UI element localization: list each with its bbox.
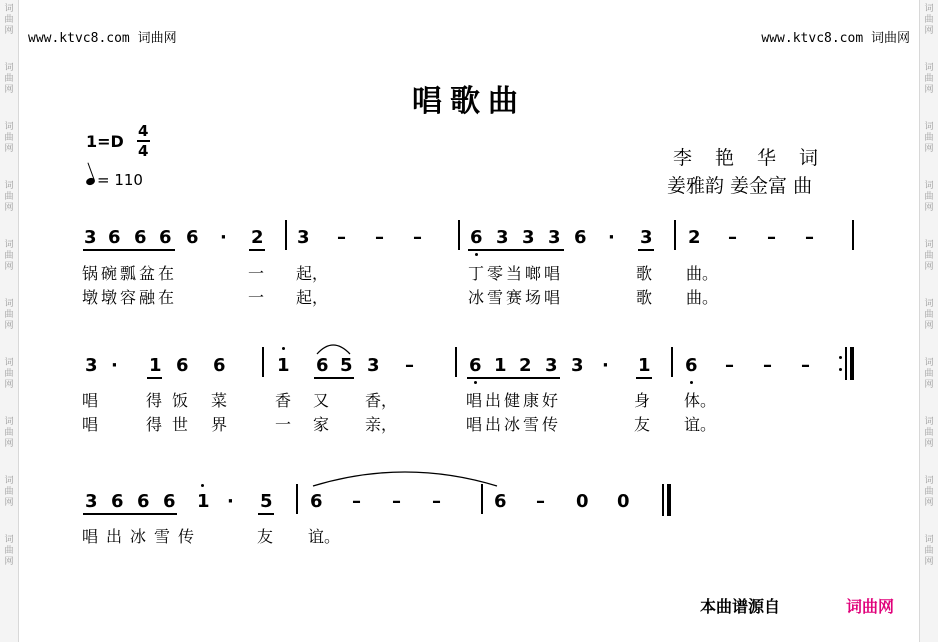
score-note: 1 [277,355,290,376]
watermark-text: 词 曲 网 [4,299,14,331]
lyric-line2: 歌 [636,288,653,307]
score-note: 6 [111,491,124,512]
source-site-link[interactable]: 词曲网 [846,597,895,616]
lyric-line2: 一 [248,288,265,307]
score-note: 6 [470,227,483,248]
score-note: 6 [494,491,507,512]
score-note: 6 [134,227,147,248]
site-name: 词曲网 [137,31,177,46]
site-name: 词曲网 [870,31,910,46]
score-note: 3 [84,227,97,248]
lyric-line2: 墩墩容融在 [82,288,178,307]
score-note: – [763,355,772,376]
score-note: – [725,355,734,376]
slur-arc [317,345,350,354]
watermark-text: 词 曲 网 [4,476,14,508]
score-note: 6 [574,227,587,248]
watermark-text: 词 曲 网 [4,122,14,154]
watermark-text: 词 曲 网 [924,63,934,95]
score-note: · [220,227,227,248]
score-note: – [337,227,346,248]
score-note: 0 [576,491,589,512]
score-note: – [767,227,776,248]
score-note: 3 [85,491,98,512]
score-note: 6 [310,491,323,512]
lyric-line1: 歌 [636,264,653,283]
score-note: 6 [159,227,172,248]
watermark-text: 词 曲 网 [4,417,14,449]
key-signature: 1=D [86,132,124,151]
score-note: 6 [685,355,698,376]
score-note: 0 [617,491,630,512]
score-note: 1 [149,355,162,376]
score-note: · [608,227,615,248]
lyric-line1: 又 [313,391,330,410]
watermark-text: 词 曲 网 [924,240,934,272]
lyric-line1: 唱出健康好 [466,391,562,410]
score-note: 1 [638,355,651,376]
watermark-text: 词 曲 网 [924,535,934,567]
score-note: – [805,227,814,248]
score-note: 6 [213,355,226,376]
song-title: 唱歌曲 [412,84,526,119]
score-note: · [227,491,234,512]
watermark-text: 词 曲 网 [924,358,934,390]
watermark-text: 词 曲 网 [4,63,14,95]
lyric-line2: 曲。 [686,288,719,307]
lyricist-credit: 李艳华词 [673,147,842,169]
score-note: 6 [163,491,176,512]
score-note: – [392,491,401,512]
score-note: – [352,491,361,512]
score-note: 3 [548,227,561,248]
score-note: – [432,491,441,512]
watermark-text: 词 曲 网 [924,122,934,154]
watermark-text: 词 曲 网 [4,181,14,213]
lyric-line2: 界 [211,415,228,434]
lyric-line1: 身 [634,391,651,410]
time-signature-numerator: 4 [138,122,149,140]
url-text: www.ktvc8.com [761,31,864,46]
lyric-line1: 得饭 [146,391,199,410]
watermark-text: 词 曲 网 [924,181,934,213]
score-note: 6 [108,227,121,248]
watermark-text: 词 曲 网 [924,299,934,331]
score-note: 2 [519,355,532,376]
score-note: 2 [251,227,264,248]
lyric-line1: 香， [365,391,398,410]
score-note: – [405,355,414,376]
score-note: · [602,355,609,376]
watermark-text: 词 曲 网 [4,535,14,567]
score-note: 1 [197,491,210,512]
score-note: 3 [545,355,558,376]
watermark-text: 词 曲 网 [924,417,934,449]
score-note: 3 [297,227,310,248]
time-signature-denominator: 4 [138,142,149,160]
lyric-line1: 香 [275,391,292,410]
lyric-line1: 唱 [82,391,99,410]
score-note: 3 [571,355,584,376]
lyric-line2: 家 [313,415,330,434]
lyric-line1: 丁零当啷唱 [468,264,564,283]
tempo-value: = 110 [97,171,143,189]
score-note: 6 [469,355,482,376]
lyric-line2: 得世 [146,415,199,434]
lyric-line1: 一 [248,264,265,283]
composer-credit: 姜雅韵 姜金富 曲 [667,175,813,197]
lyric-line2: 唱出冰雪传 [466,415,562,434]
url-text: www.ktvc8.com [28,31,130,46]
score-note: 6 [176,355,189,376]
score-note: – [375,227,384,248]
watermark-text: 词 曲 网 [924,476,934,508]
lyric-line2: 唱 [82,415,99,434]
score-note: 6 [137,491,150,512]
score-note: · [111,355,118,376]
lyric-line2: 谊。 [684,415,717,434]
score-note: – [413,227,422,248]
score-note: – [728,227,737,248]
score-note: 5 [340,355,353,376]
lyric-line1: 谊。 [308,527,341,546]
score-note: – [801,355,810,376]
score-note: 1 [494,355,507,376]
score-note: 3 [496,227,509,248]
lyric-line1: 菜 [211,391,228,410]
score-note: 3 [85,355,98,376]
source-label: 本曲谱源自 [700,597,781,616]
lyric-line1: 曲。 [686,264,719,283]
watermark-text: 词 曲 网 [4,240,14,272]
lyric-line2: 友 [634,415,651,434]
score-note: 6 [316,355,329,376]
lyric-line2: 冰雪赛场唱 [468,288,564,307]
score-note: 6 [186,227,199,248]
lyric-line2: 起， [296,288,329,307]
watermark-text: 词 曲 网 [4,4,14,36]
lyric-line2: 一 [275,415,292,434]
lyric-line1: 友 [257,527,274,546]
score-note: 5 [260,491,273,512]
lyric-line1: 锅碗瓢盆在 [82,264,178,283]
tie-arc [313,472,497,486]
score-note: 3 [640,227,653,248]
score-note: 3 [367,355,380,376]
lyric-line1: 体。 [684,391,717,410]
watermark-text: 词 曲 网 [924,4,934,36]
score-note: – [536,491,545,512]
watermark-text: 词 曲 网 [4,358,14,390]
score-note: 3 [522,227,535,248]
score-note: 2 [688,227,701,248]
lyric-line1: 唱出冰雪传 [82,527,203,546]
lyric-line1: 起， [296,264,329,283]
lyric-line2: 亲， [365,415,398,434]
